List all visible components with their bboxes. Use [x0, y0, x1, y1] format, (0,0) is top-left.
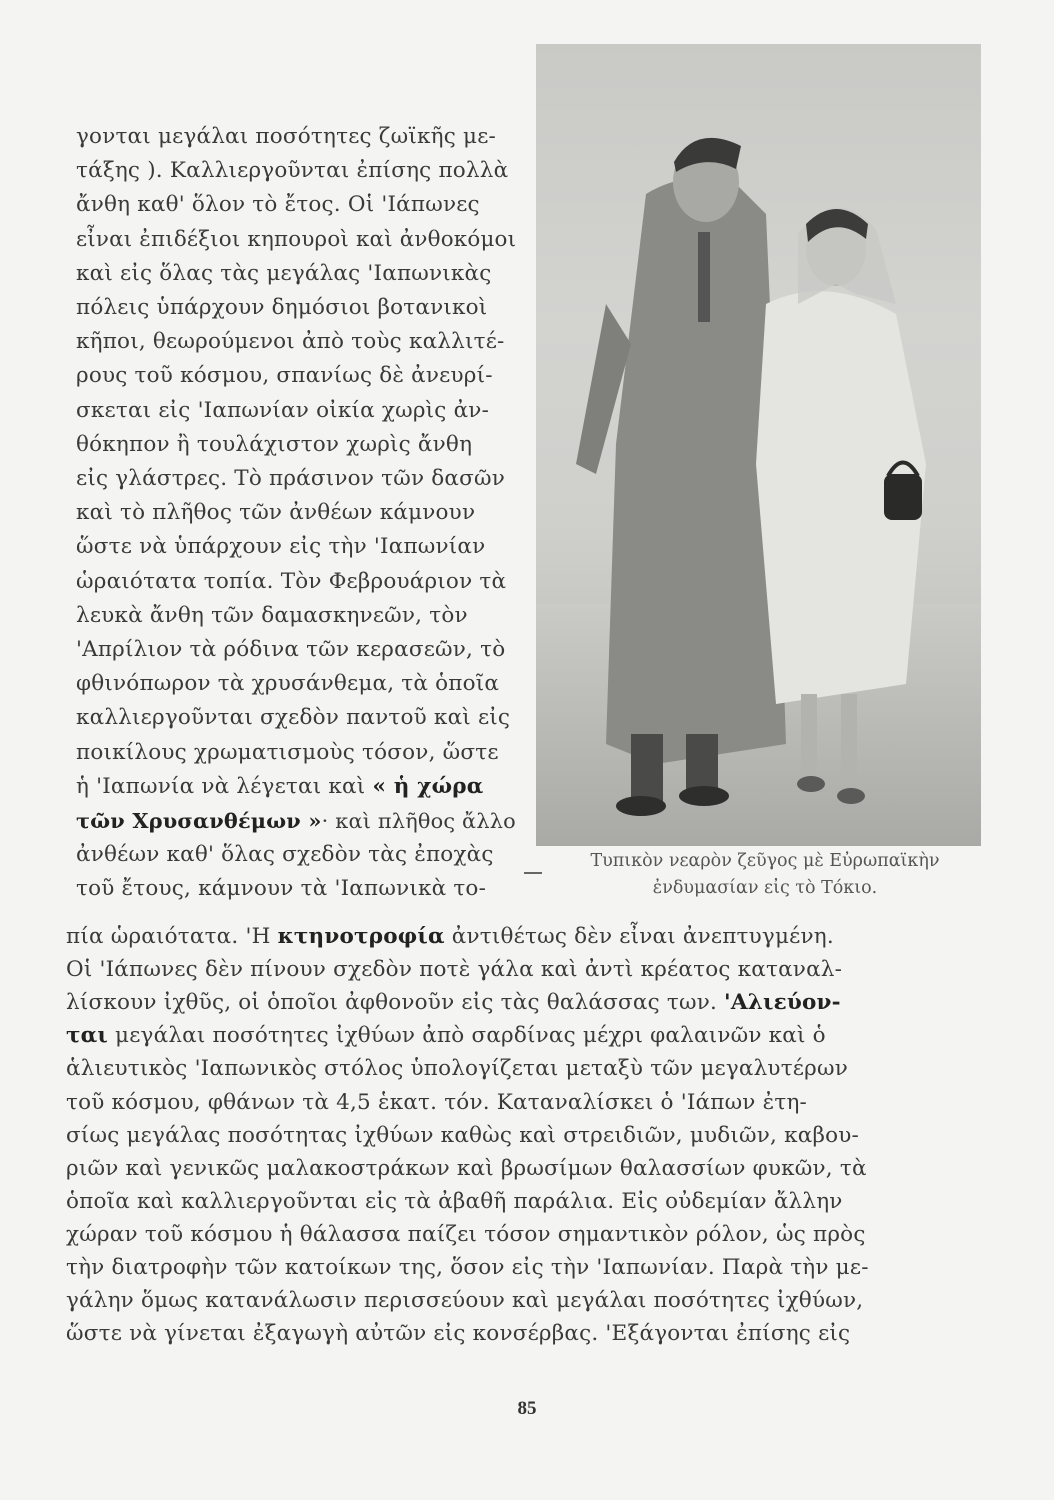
text-line — [66, 1123, 896, 1148]
text-segment: ἀντιθέτως δὲν εἶναι ἀνεπτυγμένη. — [444, 924, 834, 949]
text-line — [66, 1189, 896, 1214]
text-line — [66, 1090, 896, 1115]
bold-text: κτηνοτροφία — [277, 924, 445, 949]
photo-illustration — [536, 44, 981, 846]
page-number: 85 — [517, 1398, 537, 1419]
text-segment: ἁλιευτικὸς 'Ιαπωνικὸς στόλος ὑπολογίζεται μεταξὺ τῶν μεγαλυτέρων — [66, 1056, 848, 1082]
text-segment: καὶ τὸ πλῆθος τῶν ἀνθέων κάμνουν — [76, 500, 476, 526]
text-line — [66, 1156, 896, 1181]
text-line — [76, 158, 516, 183]
text-segment: λευκὰ ἄνθη τῶν δαμασκηνεῶν, τὸν — [76, 602, 468, 628]
text-segment: · καὶ πλῆθος ἄλλο — [321, 809, 516, 833]
text-line — [76, 842, 516, 867]
text-line — [76, 124, 516, 149]
bold-text: τῶν Χρυσανθέμων » — [76, 808, 322, 833]
text-line — [76, 432, 516, 457]
caption-leader-line — [524, 872, 542, 874]
photograph-couple-tokyo — [536, 44, 981, 846]
text-line — [76, 671, 516, 696]
text-line — [76, 398, 516, 423]
text-segment: ὡραιότατα τοπία. Τὸν Φεβρουάριον τὰ — [76, 568, 507, 594]
text-segment: πία ὡραιότατα. 'Η — [66, 924, 278, 949]
text-line — [76, 569, 516, 594]
bold-text: 'Αλιεύον- — [724, 990, 841, 1016]
text-segment: σίως μεγάλας ποσότητας ἰχθύων καθὼς καὶ στρειδιῶν, μυδιῶν, καβου- — [66, 1122, 859, 1148]
text-segment: εἰς γλάστρες. Τὸ πράσινον τῶν δασῶν — [76, 466, 506, 491]
text-segment: χώραν τοῦ κόσμου ἡ θάλασσα παίζει τόσον σημαντικὸν ρόλον, ὡς πρὸς — [66, 1221, 866, 1247]
text-line — [66, 1255, 896, 1280]
text-segment: καὶ εἰς ὅλας τὰς μεγάλας 'Ιαπωνικὰς — [76, 260, 492, 286]
text-segment: γονται μεγάλαι ποσότητες ζωϊκῆς με- — [76, 124, 496, 149]
text-line — [76, 808, 516, 833]
text-line — [76, 500, 516, 525]
text-segment: ριῶν καὶ γενικῶς μαλακοστράκων καὶ βρωσίμων θαλασσίων φυκῶν, τὰ — [66, 1155, 867, 1181]
text-segment: ἀνθέων καθ' ὅλας σχεδὸν τὰς ἐποχὰς — [76, 842, 494, 868]
text-line — [76, 637, 516, 662]
text-line — [66, 924, 896, 949]
text-line — [76, 534, 516, 559]
text-segment: ποικίλους χρωματισμοὺς τόσον, ὥστε — [76, 739, 499, 765]
bold-text: ται — [66, 1023, 109, 1049]
text-segment: κῆποι, θεωρούμενοι ἀπὸ τοὺς καλλιτέ- — [76, 329, 505, 355]
text-line — [76, 261, 516, 286]
text-segment: τάξης ). Καλλιεργοῦνται ἐπίσης πολλὰ — [76, 158, 509, 184]
text-segment: ὁποῖα καὶ καλλιεργοῦνται εἰς τὰ ἀβαθῆ παράλια. Εἰς οὐδεμίαν ἄλλην — [66, 1188, 843, 1214]
text-line — [76, 740, 516, 765]
text-segment: καλλιεργοῦνται σχεδὸν παντοῦ καὶ εἰς — [76, 705, 511, 731]
text-line — [76, 876, 516, 901]
text-line — [76, 363, 516, 388]
text-line — [66, 1222, 896, 1247]
text-line — [66, 1288, 896, 1313]
text-line — [76, 466, 516, 491]
text-segment: 'Απρίλιον τὰ ρόδινα τῶν κερασεῶν, τὸ — [76, 637, 506, 662]
text-line — [66, 1321, 896, 1346]
text-segment: ἄνθη καθ' ὅλον τὸ ἔτος. Οἱ 'Ιάπωνες — [76, 192, 480, 218]
photo-caption — [545, 848, 985, 902]
text-segment: εἶναι ἐπιδέξιοι κηπουροὶ καὶ ἀνθοκόμοι — [76, 226, 517, 252]
text-segment: μεγάλαι ποσότητες ἰχθύων ἀπὸ σαρδίνας μέχρι φαλαινῶν καὶ ὁ — [108, 1023, 826, 1049]
caption-line-2: ἐνδυμασίαν εἰς τὸ Τόκιο. — [652, 878, 878, 898]
text-line — [76, 603, 516, 628]
text-segment: τοῦ ἔτους, κάμνουν τὰ 'Ιαπωνικὰ το- — [76, 876, 487, 902]
text-segment: σκεται εἰς 'Ιαπωνίαν οἰκία χωρὶς ἀν- — [76, 397, 490, 423]
text-segment: ὥστε νὰ γίνεται ἐξαγωγὴ αὐτῶν εἰς κονσέρβας. 'Εξάγονται ἐπίσης εἰς — [66, 1321, 851, 1347]
text-line — [76, 227, 516, 252]
text-line — [76, 192, 516, 217]
text-segment: θόκηπον ἢ τουλάχιστον χωρὶς ἄνθη — [76, 431, 473, 457]
text-segment: τοῦ κόσμου, φθάνων τὰ 4,5 ἑκατ. τόν. Καταναλίσκει ὁ 'Ιάπων ἐτη- — [66, 1089, 807, 1115]
text-line — [76, 705, 516, 730]
text-segment: Οἱ 'Ιάπωνες δὲν πίνουν σχεδὸν ποτὲ γάλα καὶ ἀντὶ κρέατος καταναλ- — [66, 957, 843, 983]
text-segment: ἡ 'Ιαπωνία νὰ λέγεται καὶ — [76, 773, 373, 799]
text-segment: φθινόπωρον τὰ χρυσάνθεμα, τὰ ὁποῖα — [76, 671, 500, 697]
text-segment: γάλην ὅμως κατανάλωσιν περισσεύουν καὶ μεγάλαι ποσότητες ἰχθύων, — [66, 1288, 864, 1314]
text-segment: ρους τοῦ κόσμου, σπανίως δὲ ἀνευρί- — [76, 363, 493, 389]
text-line — [66, 990, 896, 1015]
text-segment: λίσκουν ἰχθῦς, οἱ ὁποῖοι ἀφθονοῦν εἰς τὰς θαλάσσας των. — [66, 990, 725, 1016]
text-line — [66, 1056, 896, 1081]
text-segment: ὥστε νὰ ὑπάρχουν εἰς τὴν 'Ιαπωνίαν — [76, 534, 486, 560]
text-segment: πόλεις ὑπάρχουν δημόσιοι βοτανικοὶ — [76, 295, 488, 320]
bold-text: « ἡ χώρα — [372, 773, 484, 799]
text-line — [76, 774, 516, 799]
text-segment: τὴν διατροφὴν τῶν κατοίκων της, ὅσον εἰς τὴν 'Ιαπωνίαν. Παρὰ τὴν με- — [66, 1255, 869, 1280]
caption-line-1: Τυπικὸν νεαρὸν ζεῦγος μὲ Εὐρωπαϊκὴν — [590, 851, 940, 871]
text-line — [66, 1023, 896, 1048]
text-line — [66, 957, 896, 982]
text-line — [76, 295, 516, 320]
text-line — [76, 329, 516, 354]
